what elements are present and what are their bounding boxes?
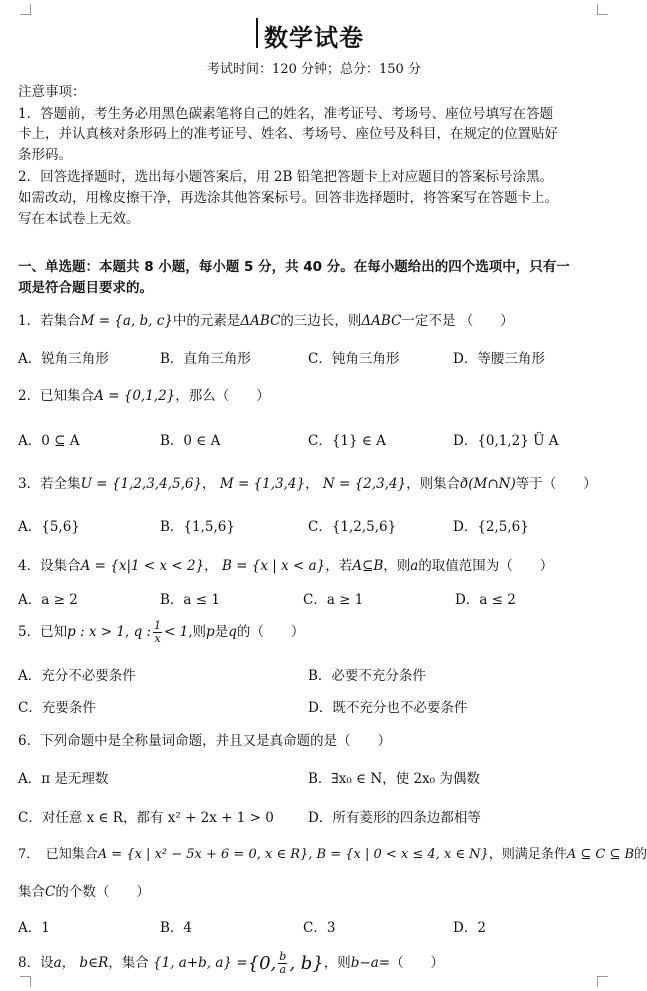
math-expression: M = {a, b, c} xyxy=(80,313,173,329)
math-expression: A⊆B xyxy=(352,558,384,574)
notice-line: 条形码。 xyxy=(18,147,72,163)
option-d: D．所有菱形的四条边都相等 xyxy=(308,810,481,826)
math-expression: ΔABC xyxy=(361,313,402,329)
math-expression: , b} xyxy=(289,953,324,974)
question-7-stem-cont: 集合C的个数（ ） xyxy=(18,884,150,900)
math-expression: (M∩N) xyxy=(468,476,516,492)
option-c: C．a ≥ 1 xyxy=(303,592,364,608)
option-a: A．锐角三角形 xyxy=(18,351,109,367)
notice-line: 卡上，并认真核对条形码上的准考证号、姓名、考场号、座位号及科目，在规定的位置贴好 xyxy=(18,126,558,142)
question-1-stem: 1．若集合M = {a, b, c}中的元素是ΔABC的三边长，则ΔABC一定不是 （ ） xyxy=(18,313,514,329)
option-b: B．{1,5,6} xyxy=(160,519,235,535)
math-expression: M = {1,3,4} xyxy=(219,476,306,492)
notice-line: 如需改动，用橡皮擦干净，再选涂其他答案标号。回答非选择题时，将答案写在答题卡上。 xyxy=(18,190,558,206)
option-a: A．充分不必要条件 xyxy=(18,668,136,684)
math-expression: < 1, xyxy=(164,624,193,640)
option-a: A．{5,6} xyxy=(18,519,80,535)
math-expression: C xyxy=(45,884,56,900)
page-corner-mark xyxy=(20,976,31,987)
exam-info: 考试时间：120 分钟；总分：150 分 xyxy=(207,62,421,77)
math-expression: A ⊆ C ⊆ B xyxy=(566,847,635,862)
notice-heading: 注意事项： xyxy=(18,84,86,100)
math-expression: p : x > 1, xyxy=(67,624,130,640)
question-2-stem: 2．已知集合A = {0,1,2}，那么（ ） xyxy=(18,388,270,404)
option-a: A．1 xyxy=(18,920,50,936)
option-c: C．{1} ∈ A xyxy=(308,433,386,449)
section-heading: 一、单选题：本题共 8 小题，每小题 5 分，共 40 分。在每小题给出的四个选项中，只有一 xyxy=(18,259,570,275)
option-b: B．∃x₀ ∈ N，使 2x₀ 为偶数 xyxy=(308,771,480,787)
option-c: C．对任意 x ∈ R，都有 x² + 2x + 1 > 0 xyxy=(18,810,274,826)
option-b: B．必要不充分条件 xyxy=(308,668,426,684)
fraction: $\frac{1}{x}$ xyxy=(154,619,162,645)
page-corner-mark xyxy=(597,4,608,15)
question-7-stem: 7． 已知集合A = {x | x² − 5x + 6 = 0, x ∈ R}, B = {x | 0 < x ≤ 4, x ∈ N}，则满足条件A ⊆ C ⊆ B的 xyxy=(18,847,647,862)
math-expression: A = {x | x² − 5x + 6 = 0, x ∈ R}, B = {x | 0 < x ≤ 4, x ∈ N} xyxy=(97,847,489,862)
option-d: D．等腰三角形 xyxy=(453,351,545,367)
math-expression: N = {2,3,4} xyxy=(322,476,407,492)
math-expression: {1, a+b, a} xyxy=(153,955,233,971)
math-expression: B = {x | x < a} xyxy=(221,558,326,574)
question-3-stem: 3．若全集U = {1,2,3,4,5,6}， M = {1,3,4}， N = {2,3,4}，则集合ð(M∩N)等于（ ） xyxy=(18,476,597,492)
question-6-stem: 6．下列命题中是全称量词命题，并且又是真命题的是（ ） xyxy=(18,733,392,749)
section-heading: 项是符合题目要求的。 xyxy=(18,280,153,296)
fraction: $\frac{b}{a}$ xyxy=(279,950,287,976)
option-b: B．0 ∈ A xyxy=(160,433,221,449)
math-expression: U = {1,2,3,4,5,6} xyxy=(80,476,203,492)
option-c: C．{1,2,5,6} xyxy=(308,519,397,535)
option-a: A．0 ⊆ A xyxy=(18,433,80,449)
option-d: D．a ≤ 2 xyxy=(455,592,516,608)
option-b: B．直角三角形 xyxy=(160,351,251,367)
notice-line: 写在本试卷上无效。 xyxy=(18,211,140,227)
notice-line: 1．答题前，考生务必用黑色碳素笔将自己的姓名，准考证号、考场号、座位号填写在答题 xyxy=(18,106,554,122)
page-corner-mark xyxy=(20,4,31,15)
option-d: D．{0,1,2} Ü A xyxy=(453,433,559,449)
question-4-stem: 4．设集合A = {x|1 < x < 2}， B = {x | x < a}，若A⊆B，则a的取值范围为（ ） xyxy=(18,558,554,574)
math-expression: a， b∈R xyxy=(53,955,109,971)
option-c: C．3 xyxy=(303,920,336,936)
math-expression: q : xyxy=(133,624,152,640)
page-corner-mark xyxy=(597,976,608,987)
math-expression: ð xyxy=(460,476,469,492)
option-a: A．a ≥ 2 xyxy=(18,592,78,608)
math-expression: b−a= xyxy=(350,955,391,971)
math-expression: ΔABC xyxy=(240,313,281,329)
option-a: A．π 是无理数 xyxy=(18,771,109,787)
math-expression: A = {x|1 < x < 2} xyxy=(80,558,205,574)
option-d: D．{2,5,6} xyxy=(453,519,529,535)
question-8-stem: 8．设a， b∈R，集合 {1, a+b, a} ={0, $\frac{b}{a}$ , b}，则b−a=（ ） xyxy=(18,950,445,976)
option-c: C．充要条件 xyxy=(18,700,96,716)
option-b: B．a ≤ 1 xyxy=(160,592,220,608)
exam-title: 数学试卷 xyxy=(264,24,364,52)
option-d: D．2 xyxy=(453,920,486,936)
math-expression: {0, xyxy=(247,953,277,974)
option-d: D．既不充分也不必要条件 xyxy=(308,700,468,716)
notice-line: 2．回答选择题时，选出每小题答案后，用 2B 铅笔把答题卡上对应题目的答案标号涂黑。 xyxy=(18,169,554,185)
option-c: C．钝角三角形 xyxy=(308,351,400,367)
math-expression: A = {0,1,2} xyxy=(94,388,176,404)
question-5-stem: 5．已知p : x > 1, q : $\frac{1}{x}$ < 1,则p是q的（ ） xyxy=(18,619,305,645)
option-b: B．4 xyxy=(160,920,193,936)
math-expression: a xyxy=(410,558,419,574)
